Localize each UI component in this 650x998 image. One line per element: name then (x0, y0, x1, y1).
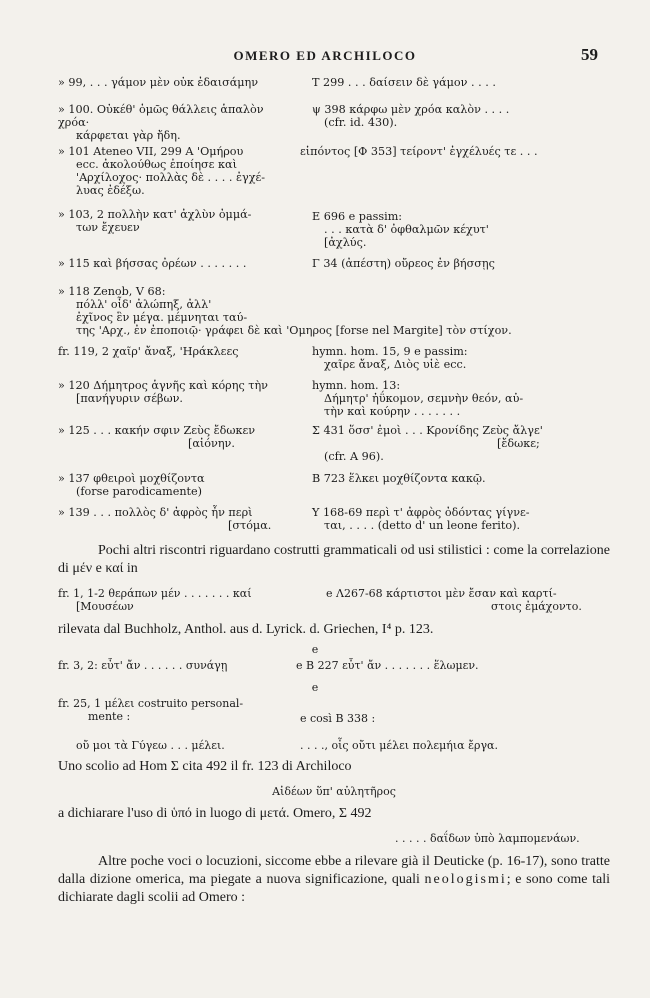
paragraph (58, 853, 610, 907)
entry-left (58, 285, 298, 324)
entry-line: » 103, 2 πολλὴν κατ' ἀχλὺν ὀμμά- (58, 208, 252, 221)
entry-line: » 139 . . . πολλὸς δ' ἀφρὸς ἦν περὶ (58, 506, 253, 519)
entry-line: » 118 Zenob, V 68: (58, 285, 166, 298)
conjunction: e (311, 681, 319, 694)
entry-line: B 723 ἕλκει μοχθίζοντα κακῷ. (312, 472, 486, 485)
entry-line: (cfr. id. 430). (324, 116, 398, 129)
entry-left (58, 208, 298, 234)
entry-line: fr. 119, 2 χαῖρ' ἄναξ, 'Ηράκλεες (58, 345, 239, 358)
entry-right (312, 210, 612, 249)
entry-right (300, 145, 612, 158)
entry-line: » 101 Ateneo VII, 299 A 'Ομήρου (58, 145, 244, 158)
entry-line: » 125 . . . κακήν σφιν Ζεὺς ἔδωκεν (58, 424, 256, 437)
entry-line: [ἔδωκε; (497, 437, 540, 450)
citation-right: . . . ., οἷς οὔτι μέλει πολεμήια ἔργα. (300, 739, 498, 752)
entry-line: ecc. ἀκολούθως ἐποίησε καὶ (76, 158, 237, 171)
entry-line: » 120 Δήμητρος ἁγνῆς καὶ κόρης τὴν (58, 379, 268, 392)
entry-right (312, 506, 612, 532)
entry-line: E 696 e passim: (312, 210, 403, 223)
conjunction: e (311, 643, 319, 656)
entry-line: ψ 398 κάρφω μὲν χρόα καλὸν . . . . (312, 103, 510, 116)
entry-right (312, 103, 612, 129)
entry-line: Υ 168-69 περὶ τ' ἀφρὸς ὀδόντας γίγνε- (312, 506, 530, 519)
entry-line: ται, . . . . (detto d' un leone ferito). (324, 519, 521, 532)
paragraph (58, 621, 610, 639)
citation-right (326, 587, 612, 613)
entry-line: » 100. Οὐκέθ' ὁμῶς θάλλεις ἁπαλὸν χρόα· (58, 103, 264, 129)
entry-right (312, 257, 612, 270)
entry-line: [στόμα. (228, 519, 272, 532)
citation-left: οὔ μοι τὰ Γύγεω . . . μέλει. (76, 739, 225, 752)
entry-left (58, 345, 298, 358)
quotation: . . . . . δαΐδων ὑπὸ λαμπομενάων. (395, 832, 580, 845)
paragraph: a dichiarare l'uso di ὑπό in luogo di μετά. Omero, Σ 492 (58, 806, 372, 821)
citation-line: fr. 1, 1-2 θεράπων μέν . . . . . . . καί (58, 587, 252, 600)
entry-right (312, 379, 612, 418)
citation-line: e Λ267-68 κάρτιστοι μὲν ἔσαν καὶ καρτί- (326, 587, 557, 600)
page-number: 59 (581, 45, 598, 64)
entry-left (58, 257, 298, 270)
entry-line: (forse parodicamente) (76, 485, 203, 498)
citation-left: fr. 3, 2: εὖτ' ἄν . . . . . . συνάγῃ (58, 659, 228, 672)
entry-line: λυας ἐδέξω. (76, 184, 145, 197)
entry-line: των ἔχευεν (76, 221, 140, 234)
entry-left (58, 506, 298, 532)
entry-right (312, 472, 612, 485)
entry-line: hymn. hom. 13: (312, 379, 401, 392)
entry-left (58, 472, 298, 498)
entry-full: της 'Αρχ., ἐν ἐποποιῷ· γράφει δὲ καὶ 'Ομηρος [forse nel Margite] τὸν στίχον. (76, 324, 512, 337)
entry-line: . . . κατὰ δ' ὀφθαλμῶν κέχυτ' (324, 223, 489, 236)
emphasis-neologismi: neologismi (424, 872, 507, 887)
entry-line: εἰπόντος [Φ 353] τείροντ' ἐγχέλυές τε . . . (300, 145, 538, 158)
entry-line: [αἰόνην. (188, 437, 235, 450)
entry-line: » 137 φθειροὶ μοχθίζοντα (58, 472, 205, 485)
entry-line: Δήμητρ' ἠΰκομον, σεμνὴν θεόν, αὐ- (324, 392, 524, 405)
entry-line: Σ 431 ὅσσ' ἐμοὶ . . . Κρονίδης Ζεὺς ἄλγε' (312, 424, 543, 437)
entry-line: [ἀχλύς. (324, 236, 367, 249)
entry-line: T 299 . . . δαίσειν δὲ γάμον . . . . (312, 76, 496, 89)
entry-right (312, 76, 612, 89)
entry-line: » 115 καὶ βήσσας ὀρέων . . . . . . . (58, 257, 247, 270)
citation-line: mente : (88, 710, 131, 723)
entry-line: τὴν καὶ κούρην . . . . . . . (324, 405, 461, 418)
entry-line: 'Αρχίλοχος· πολλὰς δὲ . . . . ἐγχέ- (76, 171, 266, 184)
citation-left (58, 697, 298, 723)
citation-line: fr. 25, 1 μέλει costruito personal- (58, 697, 244, 710)
paragraph-text: Altre poche voci o locuzioni, siccome ebbe a rilevare già il Deuticke (p. 16-17), sono tratte dalla dizione omerica, ma piegate a nuova significazione, quali (58, 854, 610, 887)
entry-left (58, 103, 298, 142)
citation-right: e B 227 εὖτ' ἄν . . . . . . . ἕλωμεν. (296, 659, 479, 672)
entry-left (58, 424, 298, 450)
entry-right (312, 424, 612, 463)
entry-line: [πανήγυριν σέβων. (76, 392, 183, 405)
entry-line: (cfr. A 96). (324, 450, 384, 463)
entry-line: Γ 34 (ἀπέστη) οὔρεος ἐν βήσσῃς (312, 257, 495, 270)
entry-right (312, 345, 612, 371)
citation-line: [Μουσέων (76, 600, 134, 613)
entry-left (58, 76, 298, 89)
entry-line: κάρφεται γὰρ ἤδη. (76, 129, 181, 142)
quotation: Αἰδέων ὕπ' αὐλητῆρος (272, 785, 396, 798)
citation-line: στοις ἐμάχοντο. (491, 600, 582, 613)
entry-line: χαῖρε ἄναξ, Διὸς υἱὲ ecc. (324, 358, 467, 371)
running-title: OMERO ED ARCHILOCO (233, 48, 417, 63)
entry-line: πόλλ' οἶδ' ἀλώπηξ, ἀλλ' (76, 298, 212, 311)
entry-line: ἐχῖνος ἓν μέγα. μέμνηται ταύ- (76, 311, 248, 324)
entry-line: » 99, . . . γάμον μὲν οὐκ ἐδαισάμην (58, 76, 259, 89)
entry-left (58, 379, 298, 405)
buchholz-line: rilevata dal Buchholz, Anthol. aus d. Lyrick. d. Griechen, I⁴ p. 123. (58, 622, 434, 637)
citation-right: e così B 338 : (300, 712, 376, 725)
entry-left (58, 145, 298, 197)
paragraph: Pochi altri riscontri riguardano costrutti grammaticali od usi stilistici : come la correlazione di μέν e καί in (58, 543, 610, 576)
entry-line: hymn. hom. 15, 9 e passim: (312, 345, 468, 358)
citation-left (58, 587, 318, 613)
paragraph-text: ; e sono come tali dichiarate dagli scolii ad Omero : (58, 872, 611, 905)
paragraph: Uno scolio ad Hom Σ cita 492 il fr. 123 di Archiloco (58, 759, 352, 774)
